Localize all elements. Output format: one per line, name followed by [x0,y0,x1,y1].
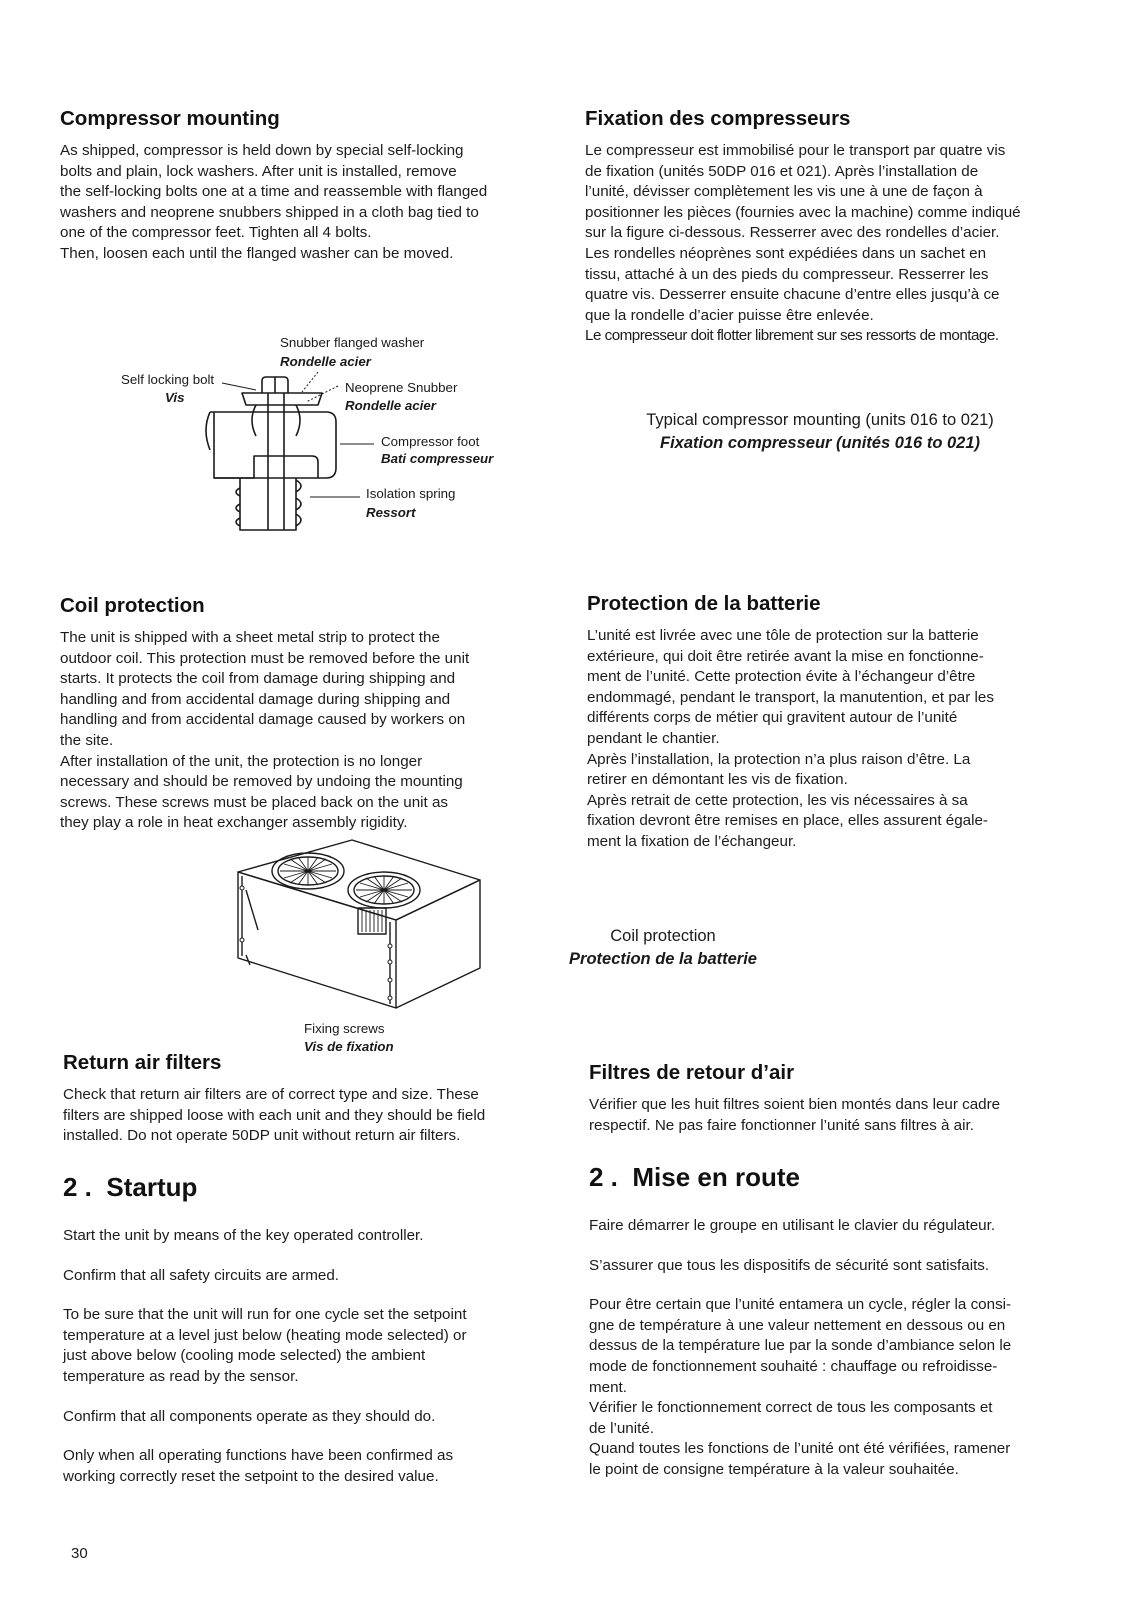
text-line: tissu, attaché à un des pieds du compresseur. Resserrer les [585,265,989,283]
section-title: Mise en route [632,1162,800,1192]
text-line: positionner les pièces (fournies avec la machine) comme indiqué [585,203,1021,221]
label-vis-de-fixation: Vis de fixation [304,1039,394,1054]
text-line: outdoor coil. This protection must be removed before the unit [60,649,470,667]
heading-return-air-filters: Return air filters [63,1051,222,1074]
heading-startup [63,1172,197,1203]
mise-en-route-text [589,1216,1011,1481]
protection-text [587,626,994,853]
text-line: Then, loosen each until the flanged washer can be moved. [60,244,454,262]
label-bati-compresseur: Bati compresseur [381,451,494,466]
text-line: pendant le chantier. [587,729,720,747]
text-line: fixation devront être remises en place, elles assurent égale- [587,812,988,830]
text-line: L’unité est livrée avec une tôle de protection sur la batterie [587,627,979,644]
text-line: de fixation (unités 50DP 016 et 021). Après l’installation de [585,162,979,180]
heading-filtres-de-retour-dair: Filtres de retour d’air [589,1061,795,1084]
text-line: mode de fonctionnement souhaité : chauffage ou refroidisse- [589,1357,998,1375]
coil-protection-text [60,628,469,834]
heading-mise-en-route [589,1162,800,1193]
rooftop-unit-diagram [225,830,495,1015]
label-neoprene-snubber: Neoprene Snubber [345,380,458,395]
section-number: 2 . [63,1172,92,1202]
text-line: filters are shipped loose with each unit and they should be field [63,1106,486,1124]
filtres-text [589,1095,1000,1136]
text-line: Après retrait de cette protection, les vis nécessaires à sa [587,791,968,809]
figure1-caption-fr: Fixation compresseur (unités 016 to 021) [659,434,981,452]
text-line: screws. These screws must be placed back on the unit as [60,793,449,811]
text-line: quatre vis. Desserrer ensuite chacune d’entre elles jusqu’à ce [585,286,1000,304]
text-line: dessus de la température lue par la sonde d’ambiance selon le [589,1337,1012,1355]
label-isolation-spring: Isolation spring [366,486,456,501]
label-fixing-screws: Fixing screws [304,1021,385,1036]
text-line: working correctly reset the setpoint to the desired value. [63,1467,439,1485]
text-line: Vérifier que les huit filtres soient bien montés dans leur cadre [589,1096,1001,1113]
text-line: temperature as read by the sensor. [63,1367,299,1385]
text-line: Only when all operating functions have been confirmed as [63,1447,454,1465]
text-line: starts. It protects the coil from damage during shipping and [60,670,456,688]
section-title: Startup [106,1172,198,1202]
text-line: After installation of the unit, the protection is no longer [60,752,423,770]
figure1-caption: Typical compressor mounting (units 016 to 021) [646,411,994,429]
text-line: endommagé, pendant le transport, la manutention, et par les [587,688,994,706]
text-line: Après l’installation, la protection n’a plus raison d’être. La [587,750,971,768]
text-line: différents corps de métier qui gravitent autour de l’unité [587,709,958,727]
text-line: de l’unité. [589,1419,655,1437]
text-line: washers and neoprene snubbers shipped in a cloth bag tied to [60,203,479,221]
heading-compressor-mounting: Compressor mounting [60,107,280,130]
section-number: 2 . [589,1162,618,1192]
compressor-mounting-diagram [190,370,340,540]
figure2-caption-fr: Protection de la batterie [569,950,757,968]
text-line: Les rondelles néoprènes sont expédiées dans un sachet en [585,244,987,262]
text-line: necessary and should be removed by undoing the mounting [60,773,463,791]
label-compressor-foot: Compressor foot [381,434,480,449]
text-line: the self-locking bolts one at a time and reassemble with flanged [60,183,488,201]
text-line: the site. [60,731,114,749]
text-line: retirer en démontant les vis de fixation. [587,771,848,789]
text-line: Le compresseur doit flotter librement sur ses ressorts de montage. [585,327,999,345]
text-line: just above below (cooling mode selected) the ambient [63,1347,426,1365]
label-snubber-flanged-washer: Snubber flanged washer [280,335,425,350]
text-line: sur la figure ci-dessous. Resserrer avec des rondelles d’acier. [585,224,1000,242]
text-line: extérieure, qui doit être retirée avant la mise en fonctionne- [587,647,984,665]
text-line: one of the compressor feet. Tighten all 4 bolts. [60,224,372,242]
startup-text [63,1226,467,1487]
text-line: The unit is shipped with a sheet metal strip to protect the [60,629,440,646]
compressor-mounting-text [60,141,487,265]
text-line: handling and from accidental damage caused by workers on [60,711,466,729]
text-line: As shipped, compressor is held down by special self-locking [60,142,464,159]
figure2-caption: Coil protection [610,927,716,945]
text-line: respectif. Ne pas faire fonctionner l’unité sans filtres à air. [589,1116,974,1134]
text-line: gne de température à une valeur nettement en dessous ou en [589,1316,1006,1334]
text-line: S’assurer que tous les dispositifs de sécurité sont satisfaits. [589,1256,990,1274]
text-line: ment. [589,1378,627,1396]
label-vis: Vis [165,390,185,405]
text-line: they play a role in heat exchanger assembly rigidity. [60,814,408,832]
text-line: Confirm that all components operate as they should do. [63,1407,436,1425]
label-ressort: Ressort [366,505,416,520]
text-line: l’unité, dévisser complètement les vis une à une de façon à [585,183,983,201]
text-line: installed. Do not operate 50DP unit without return air filters. [63,1127,461,1145]
fixation-text [585,141,1021,347]
label-rondelle-acier-1: Rondelle acier [280,354,371,369]
page-number: 30 [71,1545,88,1562]
text-line: handling and from accidental damage during shipping and [60,690,451,708]
text-line: Quand toutes les fonctions de l’unité ont été vérifiées, ramener [589,1440,1011,1458]
text-line: ment de l’unité. Cette protection évite à l’échangeur d’être [587,668,976,686]
text-line: ment la fixation de l’échangeur. [587,832,797,850]
label-rondelle-acier-2: Rondelle acier [345,398,436,413]
text-line: Pour être certain que l’unité entamera un cycle, régler la consi- [589,1296,1012,1314]
text-line: To be sure that the unit will run for one cycle set the setpoint [63,1306,467,1324]
return-air-filters-text [63,1085,485,1147]
heading-coil-protection: Coil protection [60,594,205,617]
heading-protection-de-la-batterie: Protection de la batterie [587,592,821,615]
text-line: Faire démarrer le groupe en utilisant le clavier du régulateur. [589,1217,996,1234]
label-self-locking-bolt: Self locking bolt [121,372,215,387]
text-line: temperature at a level just below (heating mode selected) or [63,1326,467,1344]
text-line: que la rondelle d’acier puisse être enlevée. [585,306,874,324]
text-line: bolts and plain, lock washers. After unit is installed, remove [60,162,457,180]
text-line: Start the unit by means of the key operated controller. [63,1227,424,1244]
text-line: Vérifier le fonctionnement correct de tous les composants et [589,1399,993,1417]
text-line: Check that return air filters are of correct type and size. These [63,1086,479,1103]
text-line: Confirm that all safety circuits are armed. [63,1266,340,1284]
heading-fixation-des-compresseurs: Fixation des compresseurs [585,107,851,130]
text-line: Le compresseur est immobilisé pour le transport par quatre vis [585,142,1006,159]
text-line: le point de consigne température à la valeur souhaitée. [589,1460,959,1478]
